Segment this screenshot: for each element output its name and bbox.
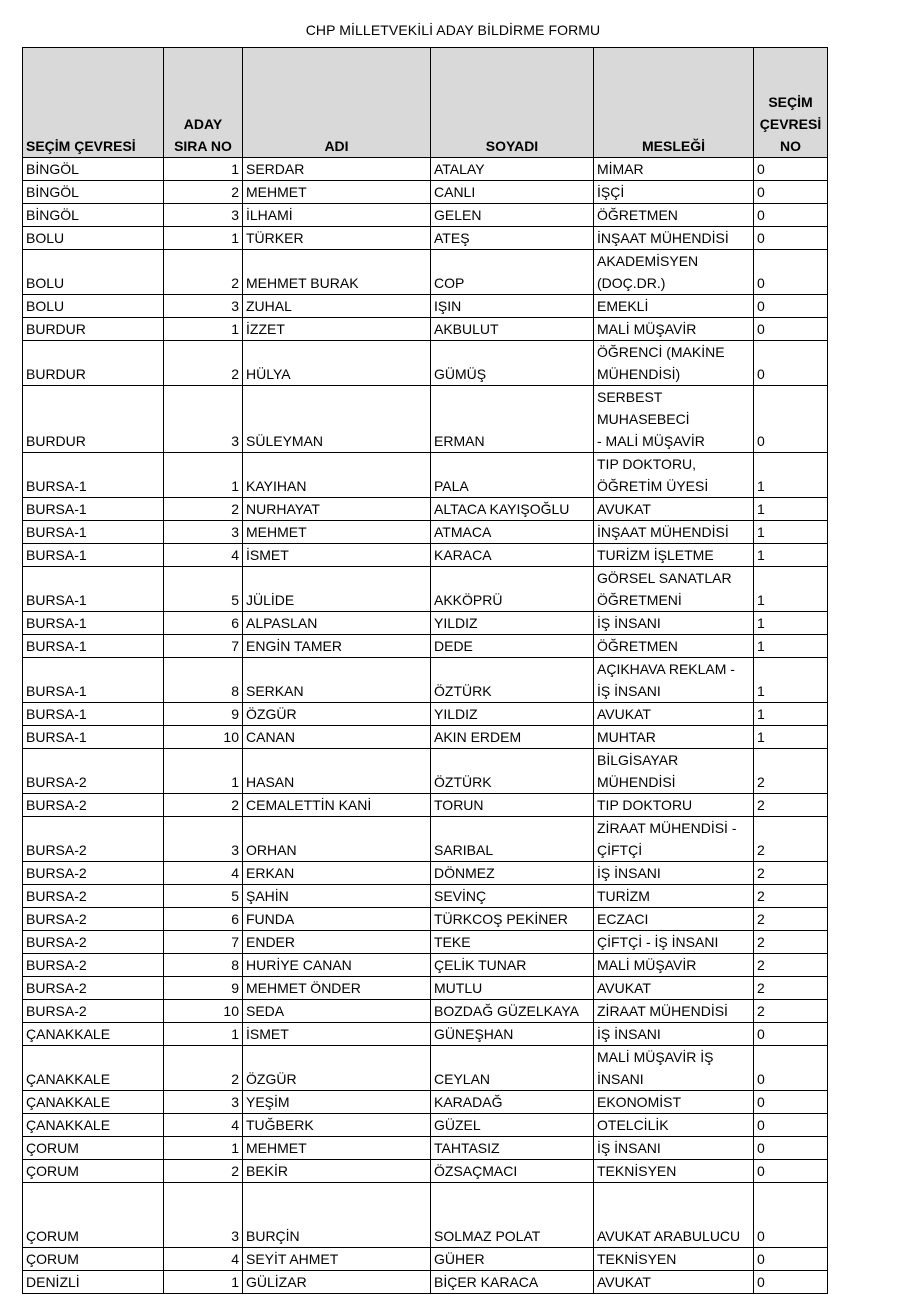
- form-title: CHP MİLLETVEKİLİ ADAY BİLDİRME FORMU: [305, 22, 601, 38]
- cell-secim-cevresi: BURSA-1: [23, 567, 164, 612]
- cell-soyadi: BOZDAĞ GÜZELKAYA: [431, 1000, 594, 1023]
- cell-meslegi: ZİRAAT MÜHENDİSİ: [594, 1000, 754, 1023]
- cell-soyadi: KARADAĞ: [431, 1091, 594, 1114]
- cell-soyadi: ATEŞ: [431, 227, 594, 250]
- cell-meslegi: AVUKAT: [594, 977, 754, 1000]
- cell-adi: SERDAR: [243, 158, 431, 181]
- header-meslegi: MESLEĞİ: [594, 48, 754, 158]
- cell-adi: İZZET: [243, 318, 431, 341]
- cell-meslegi: AKADEMİSYEN (DOÇ.DR.): [594, 250, 754, 295]
- table-row: [23, 1114, 828, 1137]
- cell-secim-cevresi: BURSA-2: [23, 817, 164, 862]
- cell-secim-cevresi: BURSA-2: [23, 749, 164, 794]
- cell-secim-cevresi-no: 2: [754, 908, 828, 931]
- cell-adi: ÖZGÜR: [243, 1046, 431, 1091]
- cell-secim-cevresi-no: 1: [754, 498, 828, 521]
- cell-aday-sira-no: 2: [164, 341, 243, 386]
- cell-aday-sira-no: 2: [164, 794, 243, 817]
- cell-aday-sira-no: 8: [164, 954, 243, 977]
- header-soyadi: SOYADI: [431, 48, 594, 158]
- cell-secim-cevresi: ÇORUM: [23, 1160, 164, 1183]
- cell-soyadi: GELEN: [431, 204, 594, 227]
- cell-meslegi: İŞÇİ: [594, 181, 754, 204]
- cell-secim-cevresi-no: 0: [754, 1046, 828, 1091]
- cell-secim-cevresi: ÇORUM: [23, 1248, 164, 1271]
- cell-soyadi: CANLI: [431, 181, 594, 204]
- cell-aday-sira-no: 2: [164, 1160, 243, 1183]
- table-row: [23, 658, 828, 703]
- cell-aday-sira-no: 3: [164, 295, 243, 318]
- cell-secim-cevresi-no: 1: [754, 612, 828, 635]
- cell-aday-sira-no: 2: [164, 498, 243, 521]
- cell-secim-cevresi-no: 0: [754, 204, 828, 227]
- cell-meslegi: MALİ MÜŞAVİR İŞ İNSANI: [594, 1046, 754, 1091]
- table-row: [23, 453, 828, 498]
- cell-soyadi: TEKE: [431, 931, 594, 954]
- cell-secim-cevresi: BURSA-2: [23, 908, 164, 931]
- cell-secim-cevresi-no: 0: [754, 318, 828, 341]
- cell-adi: FUNDA: [243, 908, 431, 931]
- cell-secim-cevresi-no: 0: [754, 1248, 828, 1271]
- table-row: [23, 498, 828, 521]
- cell-meslegi: OTELCİLİK: [594, 1114, 754, 1137]
- cell-adi: ENDER: [243, 931, 431, 954]
- cell-secim-cevresi-no: 1: [754, 544, 828, 567]
- cell-secim-cevresi-no: 0: [754, 227, 828, 250]
- cell-soyadi: YILDIZ: [431, 612, 594, 635]
- cell-adi: TÜRKER: [243, 227, 431, 250]
- cell-soyadi: DEDE: [431, 635, 594, 658]
- cell-meslegi: İŞ İNSANI: [594, 862, 754, 885]
- cell-soyadi: ÖZTÜRK: [431, 749, 594, 794]
- cell-aday-sira-no: 2: [164, 1046, 243, 1091]
- cell-aday-sira-no: 2: [164, 250, 243, 295]
- table-row: [23, 703, 828, 726]
- cell-meslegi: MALİ MÜŞAVİR: [594, 954, 754, 977]
- cell-soyadi: GÜNEŞHAN: [431, 1023, 594, 1046]
- cell-adi: TUĞBERK: [243, 1114, 431, 1137]
- cell-meslegi: TURİZM İŞLETME: [594, 544, 754, 567]
- table-row: [23, 1248, 828, 1271]
- table-row: [23, 931, 828, 954]
- cell-secim-cevresi-no: 1: [754, 703, 828, 726]
- table-row: [23, 295, 828, 318]
- cell-soyadi: AKIN ERDEM: [431, 726, 594, 749]
- cell-adi: MEHMET: [243, 181, 431, 204]
- cell-secim-cevresi-no: 2: [754, 817, 828, 862]
- cell-soyadi: IŞIN: [431, 295, 594, 318]
- cell-aday-sira-no: 1: [164, 1137, 243, 1160]
- cell-soyadi: PALA: [431, 453, 594, 498]
- cell-secim-cevresi: ÇORUM: [23, 1137, 164, 1160]
- cell-aday-sira-no: 9: [164, 703, 243, 726]
- cell-adi: İSMET: [243, 1023, 431, 1046]
- cell-aday-sira-no: 4: [164, 862, 243, 885]
- cell-aday-sira-no: 3: [164, 1183, 243, 1248]
- cell-aday-sira-no: 1: [164, 1271, 243, 1294]
- table-row: [23, 635, 828, 658]
- table-row: [23, 250, 828, 295]
- table-row: [23, 908, 828, 931]
- cell-meslegi: TIP DOKTORU: [594, 794, 754, 817]
- cell-meslegi: ZİRAAT MÜHENDİSİ - ÇİFTÇİ: [594, 817, 754, 862]
- cell-secim-cevresi-no: 0: [754, 1114, 828, 1137]
- cell-adi: KAYIHAN: [243, 453, 431, 498]
- table-row: [23, 158, 828, 181]
- cell-meslegi: GÖRSEL SANATLAR ÖĞRETMENİ: [594, 567, 754, 612]
- cell-secim-cevresi-no: 0: [754, 1183, 828, 1248]
- cell-adi: BURÇİN: [243, 1183, 431, 1248]
- cell-adi: GÜLİZAR: [243, 1271, 431, 1294]
- cell-meslegi: ÖĞRETMEN: [594, 204, 754, 227]
- table-row: [23, 862, 828, 885]
- cell-secim-cevresi: BURSA-2: [23, 885, 164, 908]
- table-row: [23, 227, 828, 250]
- cell-secim-cevresi-no: 0: [754, 295, 828, 318]
- cell-secim-cevresi-no: 0: [754, 386, 828, 453]
- cell-adi: SÜLEYMAN: [243, 386, 431, 453]
- table-row: [23, 544, 828, 567]
- cell-soyadi: ÇELİK TUNAR: [431, 954, 594, 977]
- cell-aday-sira-no: 4: [164, 544, 243, 567]
- cell-secim-cevresi: BURSA-1: [23, 726, 164, 749]
- cell-meslegi: İNŞAAT MÜHENDİSİ: [594, 227, 754, 250]
- cell-adi: İSMET: [243, 544, 431, 567]
- cell-secim-cevresi-no: 0: [754, 158, 828, 181]
- cell-adi: ŞAHİN: [243, 885, 431, 908]
- cell-adi: JÜLİDE: [243, 567, 431, 612]
- candidate-table: [22, 47, 828, 1294]
- cell-soyadi: GÜMÜŞ: [431, 341, 594, 386]
- cell-secim-cevresi: BOLU: [23, 227, 164, 250]
- cell-secim-cevresi-no: 0: [754, 1137, 828, 1160]
- cell-aday-sira-no: 3: [164, 204, 243, 227]
- cell-soyadi: ATMACA: [431, 521, 594, 544]
- cell-adi: MEHMET BURAK: [243, 250, 431, 295]
- cell-secim-cevresi: BURSA-1: [23, 544, 164, 567]
- cell-aday-sira-no: 6: [164, 908, 243, 931]
- cell-meslegi: ECZACI: [594, 908, 754, 931]
- cell-adi: SEYİT AHMET: [243, 1248, 431, 1271]
- cell-secim-cevresi: BURSA-2: [23, 954, 164, 977]
- cell-secim-cevresi: DENİZLİ: [23, 1271, 164, 1294]
- cell-secim-cevresi: BURSA-1: [23, 612, 164, 635]
- cell-adi: ENGİN TAMER: [243, 635, 431, 658]
- cell-secim-cevresi: BURSA-2: [23, 931, 164, 954]
- cell-secim-cevresi: BİNGÖL: [23, 204, 164, 227]
- cell-secim-cevresi: BURSA-1: [23, 703, 164, 726]
- cell-secim-cevresi-no: 2: [754, 954, 828, 977]
- cell-meslegi: TEKNİSYEN: [594, 1160, 754, 1183]
- table-row: [23, 1046, 828, 1091]
- cell-secim-cevresi-no: 0: [754, 181, 828, 204]
- cell-meslegi: MİMAR: [594, 158, 754, 181]
- header-aday-sira-no: ADAY SIRA NO: [164, 48, 243, 158]
- cell-adi: MEHMET: [243, 521, 431, 544]
- table-row: [23, 204, 828, 227]
- cell-meslegi: TEKNİSYEN: [594, 1248, 754, 1271]
- cell-secim-cevresi: ÇORUM: [23, 1183, 164, 1248]
- cell-secim-cevresi: ÇANAKKALE: [23, 1114, 164, 1137]
- cell-adi: NURHAYAT: [243, 498, 431, 521]
- cell-soyadi: MUTLU: [431, 977, 594, 1000]
- cell-soyadi: TÜRKCOŞ PEKİNER: [431, 908, 594, 931]
- cell-secim-cevresi: BURDUR: [23, 386, 164, 453]
- cell-secim-cevresi-no: 1: [754, 726, 828, 749]
- cell-aday-sira-no: 3: [164, 1091, 243, 1114]
- cell-meslegi: İŞ İNSANI: [594, 1023, 754, 1046]
- cell-soyadi: ÖZSAÇMACI: [431, 1160, 594, 1183]
- cell-secim-cevresi: ÇANAKKALE: [23, 1091, 164, 1114]
- table-row: [23, 1183, 828, 1248]
- cell-meslegi: TURİZM: [594, 885, 754, 908]
- cell-soyadi: YILDIZ: [431, 703, 594, 726]
- header-secim-cevresi: SEÇİM ÇEVRESİ: [23, 48, 164, 158]
- cell-secim-cevresi-no: 1: [754, 521, 828, 544]
- cell-aday-sira-no: 1: [164, 158, 243, 181]
- cell-meslegi: MALİ MÜŞAVİR: [594, 318, 754, 341]
- cell-adi: SEDA: [243, 1000, 431, 1023]
- cell-aday-sira-no: 5: [164, 567, 243, 612]
- cell-secim-cevresi-no: 1: [754, 635, 828, 658]
- cell-meslegi: ÇİFTÇİ - İŞ İNSANI: [594, 931, 754, 954]
- cell-secim-cevresi: BURSA-2: [23, 977, 164, 1000]
- cell-secim-cevresi-no: 0: [754, 1271, 828, 1294]
- cell-meslegi: ÖĞRENCİ (MAKİNE MÜHENDİSİ): [594, 341, 754, 386]
- cell-secim-cevresi-no: 0: [754, 341, 828, 386]
- cell-secim-cevresi: BURSA-2: [23, 862, 164, 885]
- cell-secim-cevresi-no: 1: [754, 567, 828, 612]
- cell-meslegi: MUHTAR: [594, 726, 754, 749]
- cell-soyadi: BİÇER KARACA: [431, 1271, 594, 1294]
- cell-soyadi: ALTACA KAYIŞOĞLU: [431, 498, 594, 521]
- cell-adi: SERKAN: [243, 658, 431, 703]
- cell-secim-cevresi-no: 0: [754, 1160, 828, 1183]
- cell-adi: YEŞİM: [243, 1091, 431, 1114]
- cell-soyadi: SEVİNÇ: [431, 885, 594, 908]
- cell-aday-sira-no: 1: [164, 318, 243, 341]
- cell-secim-cevresi-no: 2: [754, 1000, 828, 1023]
- cell-aday-sira-no: 3: [164, 817, 243, 862]
- cell-aday-sira-no: 1: [164, 453, 243, 498]
- cell-soyadi: AKBULUT: [431, 318, 594, 341]
- cell-soyadi: CEYLAN: [431, 1046, 594, 1091]
- cell-aday-sira-no: 7: [164, 635, 243, 658]
- cell-secim-cevresi: BURDUR: [23, 318, 164, 341]
- cell-adi: CANAN: [243, 726, 431, 749]
- cell-aday-sira-no: 7: [164, 931, 243, 954]
- table-row: [23, 1160, 828, 1183]
- cell-secim-cevresi: BURSA-1: [23, 658, 164, 703]
- cell-meslegi: AVUKAT: [594, 1271, 754, 1294]
- cell-secim-cevresi: BURSA-2: [23, 1000, 164, 1023]
- cell-secim-cevresi: BURSA-1: [23, 498, 164, 521]
- cell-secim-cevresi: BİNGÖL: [23, 181, 164, 204]
- cell-secim-cevresi-no: 1: [754, 658, 828, 703]
- cell-adi: CEMALETTİN KANİ: [243, 794, 431, 817]
- cell-meslegi: AVUKAT: [594, 498, 754, 521]
- cell-meslegi: SERBEST MUHASEBECİ - MALİ MÜŞAVİR: [594, 386, 754, 453]
- cell-aday-sira-no: 10: [164, 1000, 243, 1023]
- cell-aday-sira-no: 1: [164, 749, 243, 794]
- cell-adi: BEKİR: [243, 1160, 431, 1183]
- cell-adi: MEHMET: [243, 1137, 431, 1160]
- cell-meslegi: İŞ İNSANI: [594, 612, 754, 635]
- cell-secim-cevresi: BURSA-2: [23, 794, 164, 817]
- cell-secim-cevresi: BOLU: [23, 295, 164, 318]
- cell-aday-sira-no: 1: [164, 227, 243, 250]
- cell-aday-sira-no: 4: [164, 1248, 243, 1271]
- table-row: [23, 1091, 828, 1114]
- cell-meslegi: AVUKAT: [594, 703, 754, 726]
- table-row: [23, 977, 828, 1000]
- cell-meslegi: TIP DOKTORU, ÖĞRETİM ÜYESİ: [594, 453, 754, 498]
- cell-soyadi: GÜZEL: [431, 1114, 594, 1137]
- cell-aday-sira-no: 1: [164, 1023, 243, 1046]
- table-row: [23, 1137, 828, 1160]
- cell-secim-cevresi: BURSA-1: [23, 521, 164, 544]
- cell-soyadi: COP: [431, 250, 594, 295]
- table-row: [23, 521, 828, 544]
- cell-aday-sira-no: 2: [164, 181, 243, 204]
- cell-secim-cevresi: BURSA-1: [23, 453, 164, 498]
- cell-secim-cevresi-no: 2: [754, 931, 828, 954]
- cell-adi: HÜLYA: [243, 341, 431, 386]
- cell-meslegi: ÖĞRETMEN: [594, 635, 754, 658]
- cell-adi: ALPASLAN: [243, 612, 431, 635]
- cell-secim-cevresi-no: 0: [754, 250, 828, 295]
- table-row: [23, 1271, 828, 1294]
- cell-meslegi: İŞ İNSANI: [594, 1137, 754, 1160]
- cell-aday-sira-no: 5: [164, 885, 243, 908]
- cell-adi: HASAN: [243, 749, 431, 794]
- table-row: [23, 386, 828, 453]
- cell-adi: MEHMET ÖNDER: [243, 977, 431, 1000]
- table-row: [23, 885, 828, 908]
- cell-secim-cevresi-no: 2: [754, 977, 828, 1000]
- cell-secim-cevresi-no: 0: [754, 1023, 828, 1046]
- cell-adi: İLHAMİ: [243, 204, 431, 227]
- table-row: [23, 341, 828, 386]
- cell-soyadi: AKKÖPRÜ: [431, 567, 594, 612]
- cell-aday-sira-no: 8: [164, 658, 243, 703]
- cell-meslegi: BİLGİSAYAR MÜHENDİSİ: [594, 749, 754, 794]
- table-row: [23, 954, 828, 977]
- cell-adi: ÖZGÜR: [243, 703, 431, 726]
- table-row: [23, 1000, 828, 1023]
- table-row: [23, 794, 828, 817]
- cell-soyadi: ÖZTÜRK: [431, 658, 594, 703]
- cell-adi: HURİYE CANAN: [243, 954, 431, 977]
- cell-soyadi: TORUN: [431, 794, 594, 817]
- cell-soyadi: SOLMAZ POLAT: [431, 1183, 594, 1248]
- cell-meslegi: AVUKAT ARABULUCU: [594, 1183, 754, 1248]
- cell-aday-sira-no: 4: [164, 1114, 243, 1137]
- cell-secim-cevresi-no: 1: [754, 453, 828, 498]
- cell-aday-sira-no: 6: [164, 612, 243, 635]
- cell-aday-sira-no: 10: [164, 726, 243, 749]
- table-header-row: [23, 48, 828, 158]
- cell-secim-cevresi-no: 2: [754, 749, 828, 794]
- header-secim-cevresi-no: SEÇİM ÇEVRESİ NO: [754, 48, 828, 158]
- cell-secim-cevresi: BİNGÖL: [23, 158, 164, 181]
- table-row: [23, 181, 828, 204]
- table-row: [23, 749, 828, 794]
- cell-secim-cevresi-no: 2: [754, 794, 828, 817]
- cell-secim-cevresi: ÇANAKKALE: [23, 1023, 164, 1046]
- cell-soyadi: ATALAY: [431, 158, 594, 181]
- cell-soyadi: DÖNMEZ: [431, 862, 594, 885]
- cell-adi: ZUHAL: [243, 295, 431, 318]
- cell-meslegi: EKONOMİST: [594, 1091, 754, 1114]
- cell-secim-cevresi-no: 2: [754, 862, 828, 885]
- cell-soyadi: ERMAN: [431, 386, 594, 453]
- cell-adi: ERKAN: [243, 862, 431, 885]
- cell-secim-cevresi: BOLU: [23, 250, 164, 295]
- table-row: [23, 612, 828, 635]
- cell-meslegi: EMEKLİ: [594, 295, 754, 318]
- cell-soyadi: TAHTASIZ: [431, 1137, 594, 1160]
- cell-soyadi: SARIBAL: [431, 817, 594, 862]
- table-row: [23, 817, 828, 862]
- cell-aday-sira-no: 9: [164, 977, 243, 1000]
- cell-aday-sira-no: 3: [164, 521, 243, 544]
- cell-adi: ORHAN: [243, 817, 431, 862]
- header-adi: ADI: [243, 48, 431, 158]
- cell-meslegi: İNŞAAT MÜHENDİSİ: [594, 521, 754, 544]
- table-row: [23, 1023, 828, 1046]
- cell-secim-cevresi: BURSA-1: [23, 635, 164, 658]
- table-row: [23, 726, 828, 749]
- cell-secim-cevresi-no: 0: [754, 1091, 828, 1114]
- cell-secim-cevresi: BURDUR: [23, 341, 164, 386]
- table-row: [23, 567, 828, 612]
- cell-secim-cevresi-no: 2: [754, 885, 828, 908]
- cell-secim-cevresi: ÇANAKKALE: [23, 1046, 164, 1091]
- cell-soyadi: KARACA: [431, 544, 594, 567]
- cell-meslegi: AÇIKHAVA REKLAM - İŞ İNSANI: [594, 658, 754, 703]
- cell-soyadi: GÜHER: [431, 1248, 594, 1271]
- cell-aday-sira-no: 3: [164, 386, 243, 453]
- table-row: [23, 318, 828, 341]
